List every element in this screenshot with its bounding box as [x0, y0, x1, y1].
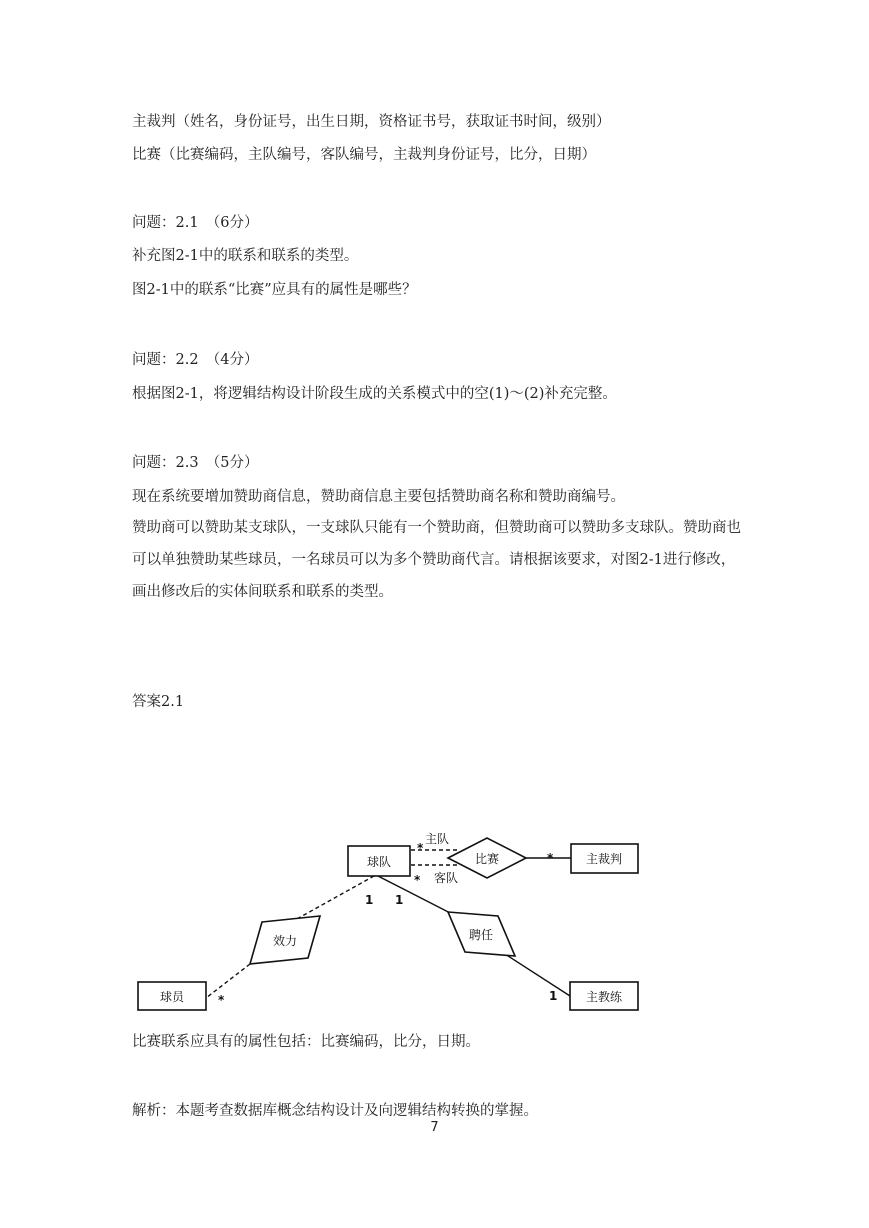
card-coach: 1: [549, 989, 558, 1003]
question-2-3-paragraph: 赞助商可以赞助某支球队，一支球队只能有一个赞助商，但赞助商可以赞助多支球队。赞助商也可以单独赞助某些球员，一名球员可以为多个赞助商代言。请根据该要求，对图2-1进行修改，画出修改后的实体间联系和联系的类型。: [132, 520, 741, 600]
entity-referee: 主裁判: [585, 852, 623, 866]
edge-team-playfor: [295, 876, 374, 920]
answer-header: 答案2.1: [132, 694, 185, 710]
question-2-2-line1: 根据图2-1，将逻辑结构设计阶段生成的关系模式中的空(1)～(2)补充完整。: [132, 386, 617, 402]
question-2-1-line1: 补充图2-1中的联系和联系的类型。: [132, 248, 359, 264]
question-2-3-header: 问题：2.3 （5分）: [132, 455, 259, 471]
question-2-1-header: 问题：2.1 （6分）: [132, 215, 259, 231]
relation-playfor: 效力: [272, 934, 298, 948]
answer-attributes: 比赛联系应具有的属性包括：比赛编码，比分，日期。: [132, 1034, 480, 1050]
card-team-hire: 1: [395, 893, 404, 907]
edge-hire-coach: [505, 954, 570, 996]
card-team-home: *: [417, 841, 424, 855]
edge-playfor-player: [206, 964, 250, 998]
page-number: 7: [430, 1120, 439, 1135]
question-2-2-header: 问题：2.2 （4分）: [132, 352, 259, 368]
relation-hire: 聘任: [468, 928, 494, 942]
entity-player: 球员: [159, 990, 185, 1004]
question-2-1-line2: 图2-1中的联系“比赛”应具有的属性是哪些？: [132, 282, 417, 298]
relation-match: 比赛: [474, 852, 500, 866]
entity-coach: 主教练: [585, 990, 623, 1004]
card-team-playfor: 1: [365, 893, 374, 907]
label-home: 主队: [424, 832, 450, 846]
card-match-referee: *: [547, 851, 554, 865]
analysis: 解析：本题考查数据库概念结构设计及向逻辑结构转换的掌握。: [132, 1103, 538, 1119]
card-player: *: [218, 993, 225, 1007]
schema-match: 比赛（比赛编码，主队编号，客队编号，主裁判身份证号，比分，日期）: [132, 147, 596, 163]
er-diagram: [130, 820, 650, 1020]
card-team-away: *: [414, 873, 421, 887]
entity-team: 球队: [366, 855, 392, 869]
label-away: 客队: [433, 871, 459, 885]
schema-referee: 主裁判（姓名，身份证号，出生日期，资格证书号，获取证书时间，级别）: [132, 114, 611, 130]
question-2-3-line1: 现在系统要增加赞助商信息，赞助商信息主要包括赞助商名称和赞助商编号。: [132, 489, 625, 505]
